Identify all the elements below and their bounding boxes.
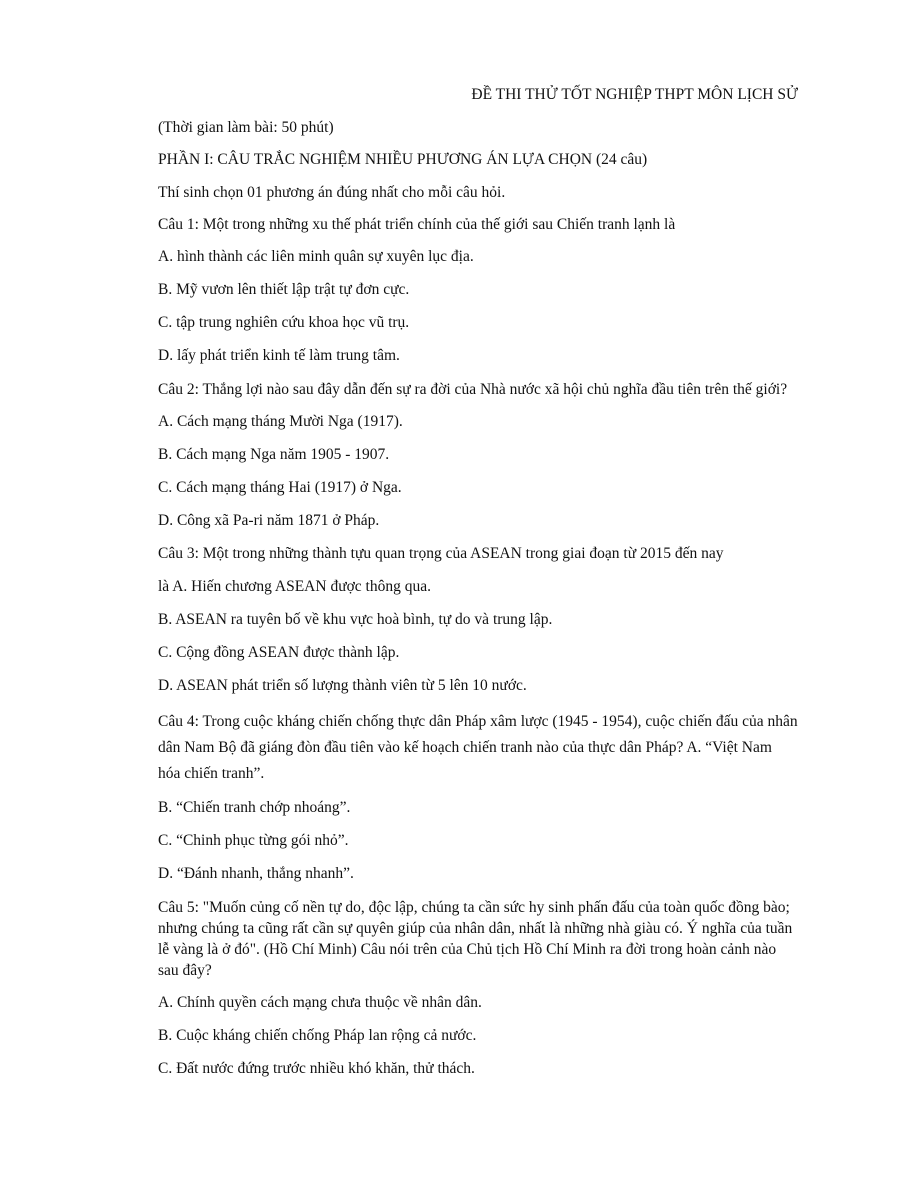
exam-content <box>158 118 798 1092</box>
time-limit: (Thời gian làm bài: 50 phút) <box>158 119 334 136</box>
question-3-option-a: là A. Hiến chương ASEAN được thông qua. <box>158 578 431 595</box>
question-2-option-d: D. Công xã Pa-ri năm 1871 ở Pháp. <box>158 512 380 529</box>
question-3-option-b: B. ASEAN ra tuyên bố về khu vực hoà bình, tự do và trung lập. <box>158 611 553 628</box>
question-5-option-b: B. Cuộc kháng chiến chống Pháp lan rộng cả nước. <box>158 1027 477 1044</box>
question-3-stem: Câu 3: Một trong những thành tựu quan trọng của ASEAN trong giai đoạn từ 2015 đến nay <box>158 545 724 562</box>
instruction: Thí sinh chọn 01 phương án đúng nhất cho mỗi câu hỏi. <box>158 184 506 201</box>
question-3-option-d: D. ASEAN phát triển số lượng thành viên từ 5 lên 10 nước. <box>158 677 527 694</box>
exam-title: ĐỀ THI THỬ TỐT NGHIỆP THPT MÔN LỊCH SỬ <box>471 86 798 103</box>
question-4-option-b: B. “Chiến tranh chớp nhoáng”. <box>158 799 351 816</box>
question-2-option-b: B. Cách mạng Nga năm 1905 - 1907. <box>158 446 390 463</box>
question-5-option-c: C. Đất nước đứng trước nhiều khó khăn, thử thách. <box>158 1060 475 1077</box>
question-4-option-c: C. “Chinh phục từng gói nhỏ”. <box>158 832 349 849</box>
question-5-option-a: A. Chính quyền cách mạng chưa thuộc về nhân dân. <box>158 994 482 1011</box>
question-5-stem: Câu 5: "Muốn củng cố nền tự do, độc lập, chúng ta cần sức hy sinh phấn đấu của toàn quốc đồng bào; nhưng chúng ta cũng rất cần sự quyên giúp của nhân dân, nhất là những nhà giàu có. Ý nghĩa của tuần lễ vàng là ở đó". (Hồ Chí Minh) Câu nói trên của Chủ tịch Hồ Chí Minh ra đời trong hoàn cảnh nào sau đây? <box>158 899 793 979</box>
question-1-option-a: A. hình thành các liên minh quân sự xuyên lục địa. <box>158 248 474 265</box>
question-4-stem: Câu 4: Trong cuộc kháng chiến chống thực dân Pháp xâm lược (1945 - 1954), cuộc chiến đấu của nhân dân Nam Bộ đã giáng đòn đầu tiên vào kế hoạch chiến tranh nào của thực dân Pháp? A. “Việt Nam hóa chiến tranh”. <box>158 713 798 782</box>
question-1-option-d: D. lấy phát triển kinh tế làm trung tâm. <box>158 347 400 364</box>
section-heading: PHẦN I: CÂU TRẮC NGHIỆM NHIỀU PHƯƠNG ÁN LỰA CHỌN (24 câu) <box>158 151 648 168</box>
question-2-stem: Câu 2: Thắng lợi nào sau đây dẫn đến sự ra đời của Nhà nước xã hội chủ nghĩa đầu tiên trên thế giới? <box>158 381 788 398</box>
question-4-option-d: D. “Đánh nhanh, thắng nhanh”. <box>158 865 354 882</box>
question-1-stem: Câu 1: Một trong những xu thế phát triển chính của thế giới sau Chiến tranh lạnh là <box>158 216 676 233</box>
question-2-option-a: A. Cách mạng tháng Mười Nga (1917). <box>158 413 403 430</box>
question-1-option-b: B. Mỹ vươn lên thiết lập trật tự đơn cực. <box>158 281 410 298</box>
question-2-option-c: C. Cách mạng tháng Hai (1917) ở Nga. <box>158 479 402 496</box>
question-3-option-c: C. Cộng đồng ASEAN được thành lập. <box>158 644 400 661</box>
question-1-option-c: C. tập trung nghiên cứu khoa học vũ trụ. <box>158 314 410 331</box>
